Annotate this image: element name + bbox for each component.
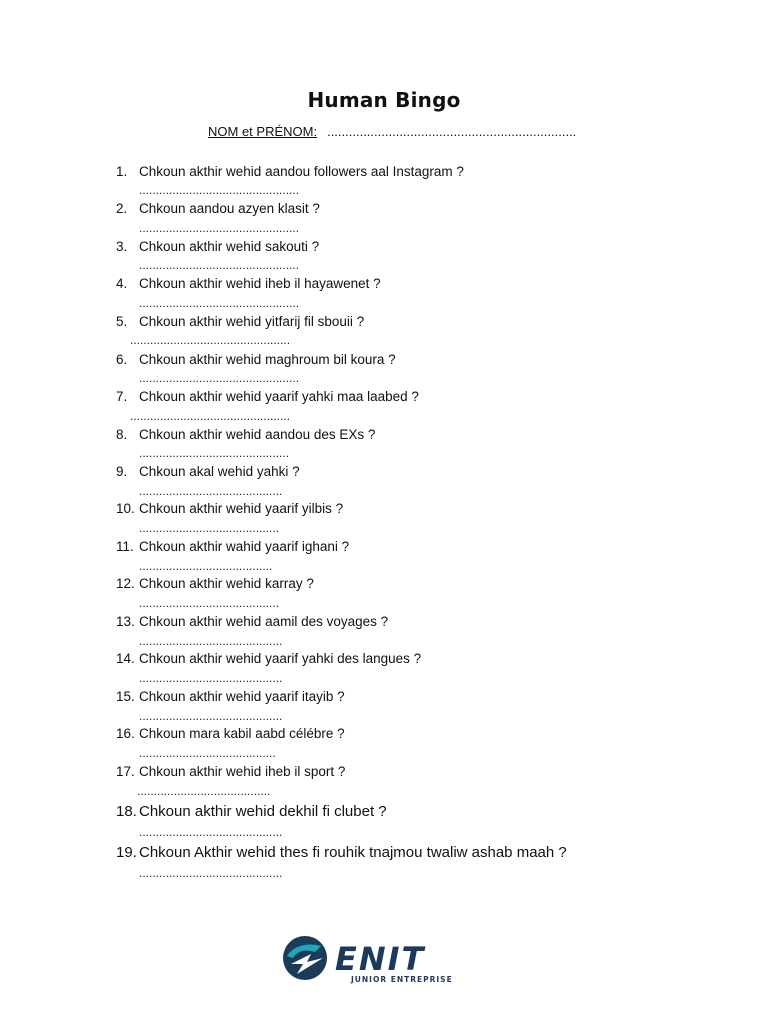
question-text: Chkoun akthir wehid aandou des EXs ?	[139, 427, 376, 442]
question-item	[116, 539, 349, 554]
question-number: 15.	[116, 689, 135, 704]
answer-line[interactable]: ................................................	[139, 183, 300, 197]
question-number: 13.	[116, 614, 135, 629]
name-field-input-line[interactable]: .....................................................................	[327, 124, 577, 139]
answer-line[interactable]: ..........................................	[139, 596, 280, 610]
question-item	[116, 239, 319, 254]
answer-line[interactable]: ...........................................	[139, 634, 283, 648]
answer-line[interactable]: ...........................................	[139, 671, 283, 685]
question-text: Chkoun akthir wehid yaarif itayib ?	[139, 689, 345, 704]
question-item	[116, 389, 419, 404]
question-text: Chkoun Akthir wehid thes fi rouhik tnajmou twaliw ashab maah ?	[139, 844, 567, 861]
question-item	[116, 844, 567, 861]
question-number: 16.	[116, 726, 135, 741]
answer-line[interactable]: ................................................	[139, 296, 300, 310]
question-item	[116, 803, 387, 820]
question-text: Chkoun akthir wehid iheb il sport ?	[139, 764, 346, 779]
question-item	[116, 427, 375, 442]
answer-line[interactable]: ........................................	[137, 784, 271, 798]
answer-line[interactable]: ................................................	[130, 333, 291, 347]
question-text: Chkoun akthir wehid yaarif yahki des langues ?	[139, 651, 422, 666]
question-number: 11.	[116, 539, 134, 554]
enit-name: ENIT	[335, 940, 426, 978]
enit-logo	[281, 934, 457, 986]
question-item	[116, 689, 345, 704]
question-text: Chkoun akthir wehid karray ?	[139, 576, 314, 591]
name-field	[208, 124, 576, 139]
question-item	[116, 726, 345, 741]
enit-subtitle: JUNIOR ENTREPRISE	[351, 975, 453, 984]
answer-line[interactable]: ..........................................	[139, 521, 280, 535]
question-number: 9.	[116, 464, 128, 479]
question-item	[116, 576, 314, 591]
question-number: 10.	[116, 501, 135, 516]
answer-line[interactable]: ...........................................	[139, 484, 283, 498]
answer-line[interactable]: ...........................................	[139, 825, 283, 839]
question-item	[116, 614, 388, 629]
question-text: Chkoun akthir wehid yaarif yahki maa laabed ?	[139, 389, 419, 404]
answer-line[interactable]: ................................................	[139, 258, 300, 272]
question-number: 4.	[116, 276, 128, 291]
question-item	[116, 352, 396, 367]
question-number: 2.	[116, 201, 128, 216]
enit-wordmark	[335, 940, 453, 984]
question-item	[116, 651, 421, 666]
question-text: Chkoun aandou azyen klasit ?	[139, 201, 320, 216]
answer-line[interactable]: ...........................................	[139, 709, 283, 723]
page-title: Human Bingo	[307, 88, 461, 112]
question-number: 14.	[116, 651, 135, 666]
answer-line[interactable]: ...........................................	[139, 866, 283, 880]
name-field-label: NOM et PRÉNOM:	[208, 124, 318, 139]
enit-emblem-icon	[281, 934, 457, 986]
question-item	[116, 464, 300, 479]
question-item	[116, 164, 464, 179]
answer-line[interactable]: ................................................	[139, 221, 300, 235]
question-number: 6.	[116, 352, 128, 367]
question-number: 19.	[116, 844, 137, 861]
question-number: 8.	[116, 427, 128, 442]
question-number: 17.	[116, 764, 135, 779]
question-number: 18.	[116, 803, 137, 820]
question-text: Chkoun akthir wehid maghroum bil koura ?	[139, 352, 396, 367]
answer-line[interactable]: ................................................	[130, 409, 291, 423]
question-text: Chkoun mara kabil aabd célébre ?	[139, 726, 345, 741]
question-text: Chkoun akthir wehid sakouti ?	[139, 239, 320, 254]
question-number: 5.	[116, 314, 128, 329]
question-item	[116, 314, 364, 329]
question-text: Chkoun akthir wehid yitfarij fil sbouii ?	[139, 314, 365, 329]
answer-line[interactable]: ........................................	[139, 559, 273, 573]
question-number: 3.	[116, 239, 128, 254]
answer-line[interactable]: .........................................	[139, 746, 276, 760]
answer-line[interactable]: ................................................	[139, 371, 300, 385]
answer-line[interactable]: .............................................	[139, 446, 290, 460]
question-item	[116, 764, 345, 779]
question-number: 12.	[116, 576, 135, 591]
question-text: Chkoun akal wehid yahki ?	[139, 464, 300, 479]
question-text: Chkoun akthir wahid yaarif ighani ?	[139, 539, 350, 554]
question-text: Chkoun akthir wehid dekhil fi clubet ?	[139, 803, 387, 820]
question-text: Chkoun akthir wehid iheb il hayawenet ?	[139, 276, 381, 291]
question-item	[116, 501, 343, 516]
question-text: Chkoun akthir wehid aamil des voyages ?	[139, 614, 389, 629]
question-item	[116, 201, 320, 216]
question-number: 7.	[116, 389, 128, 404]
question-text: Chkoun akthir wehid yaarif yilbis ?	[139, 501, 344, 516]
question-text: Chkoun akthir wehid aandou followers aal Instagram ?	[139, 164, 464, 179]
question-item	[116, 276, 381, 291]
question-number: 1.	[116, 164, 128, 179]
